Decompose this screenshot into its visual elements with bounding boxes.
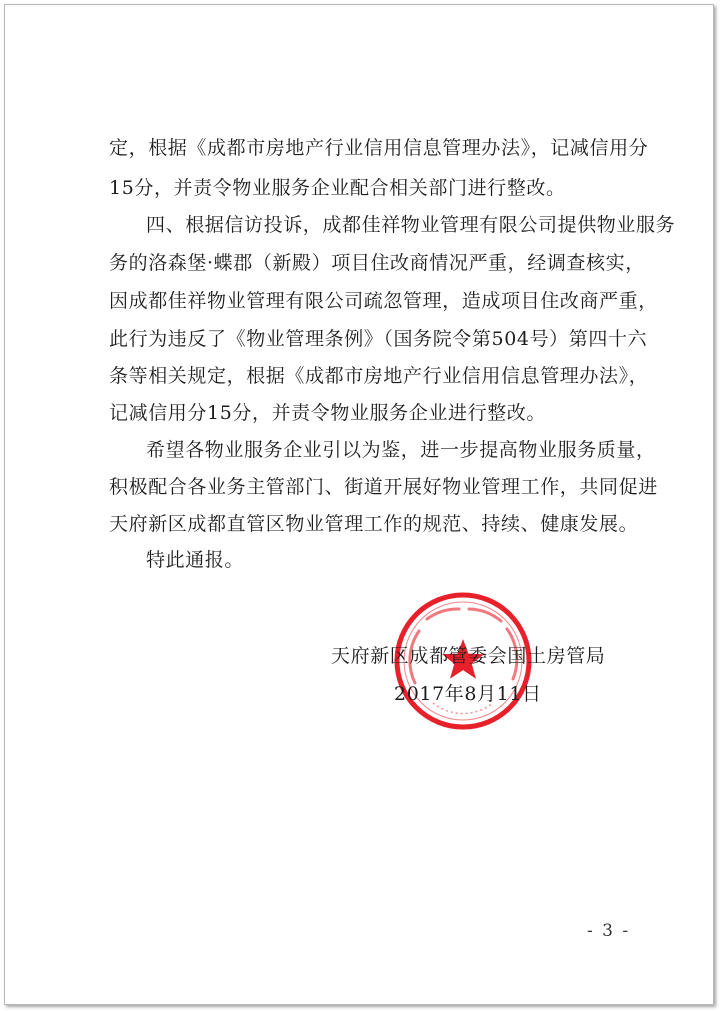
document-page (4, 4, 714, 1005)
body-line-12: 特此通报。 (146, 549, 245, 571)
issuer-name: 天府新区成都管委会国土房管局 (331, 645, 606, 667)
page-number: - 3 - (587, 921, 631, 941)
body-line-2: 15分，并责令物业服务企业配合相关部门进行整改。 (109, 177, 566, 199)
body-line-5: 因成都佳祥物业管理有限公司疏忽管理，造成项目住改商严重， (109, 290, 658, 312)
body-line-4: 务的洛森堡·蝶郡（新殿）项目住改商情况严重，经调查核实， (109, 252, 645, 274)
body-line-8: 记减信用分15分，并责令物业服务企业进行整改。 (109, 402, 546, 424)
body-line-11: 天府新区成都直管区物业管理工作的规范、持续、健康发展。 (109, 513, 639, 535)
body-line-3: 四、根据信访投诉，成都佳祥物业管理有限公司提供物业服务 (146, 214, 676, 236)
body-line-1: 定，根据《成都市房地产行业信用信息管理办法》，记减信用分 (109, 137, 649, 159)
issue-date: 2017年8月11日 (394, 683, 542, 705)
body-line-6: 此行为违反了《物业管理条例》（国务院令第504号）第四十六 (109, 328, 648, 350)
body-line-10: 积极配合各业务主管部门、街道开展好物业管理工作，共同促进 (109, 476, 658, 498)
body-line-9: 希望各物业服务企业引以为鉴，进一步提高物业服务质量， (146, 439, 656, 461)
body-line-7: 条等相关规定，根据《成都市房地产行业信用信息管理办法》， (109, 365, 649, 387)
